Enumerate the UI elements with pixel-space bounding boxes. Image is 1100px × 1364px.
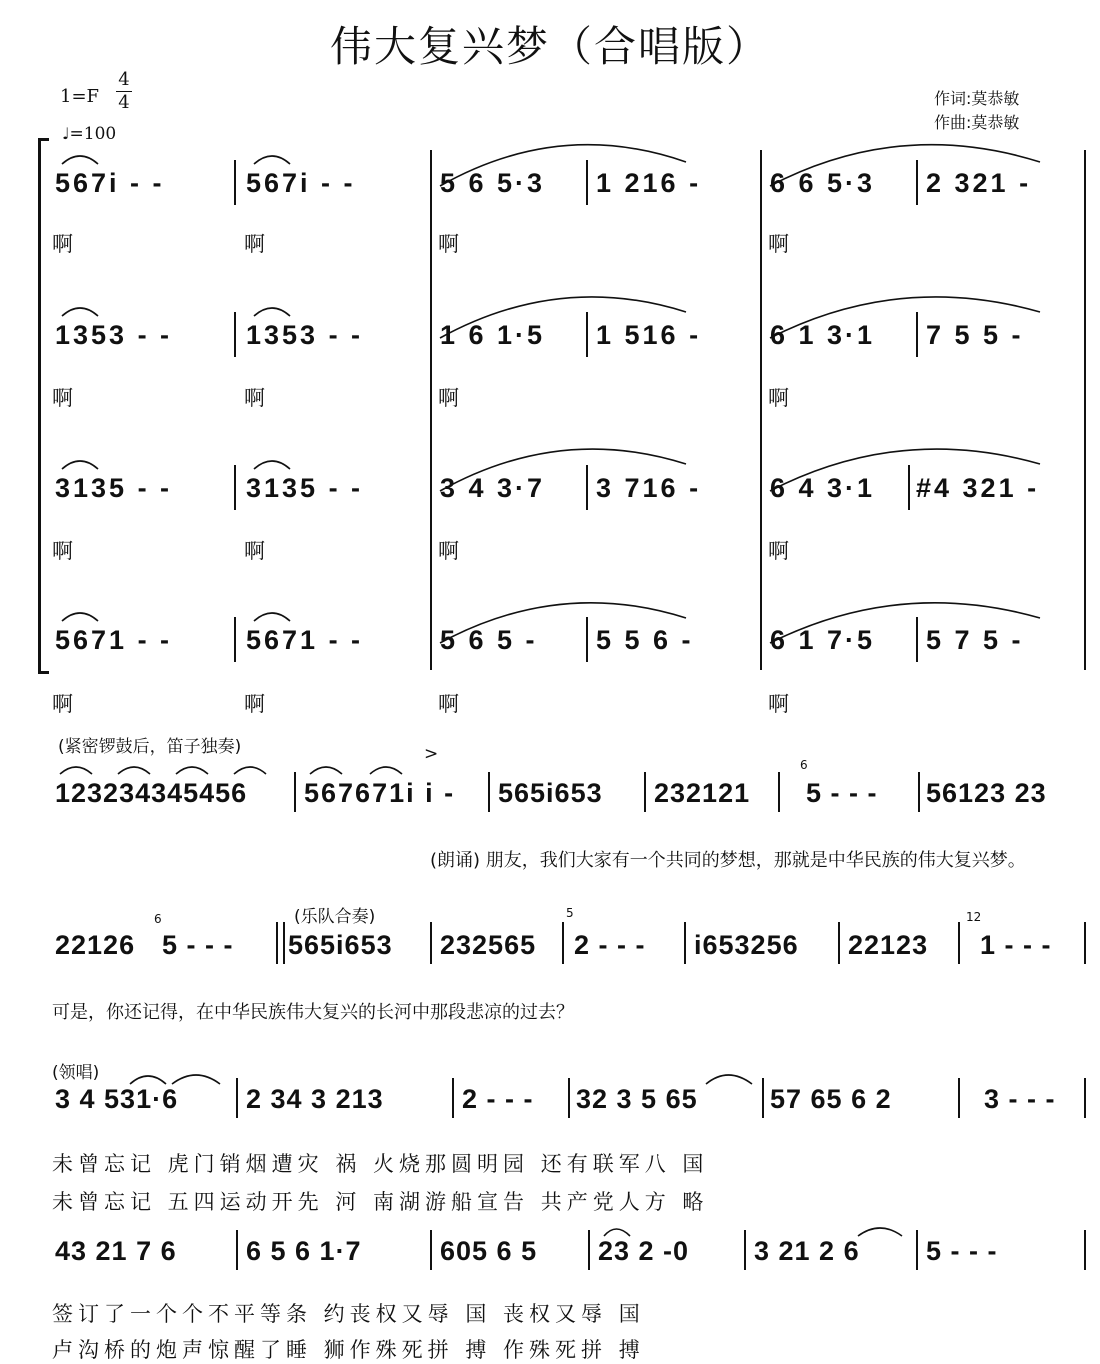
lyric: 啊 <box>438 386 462 410</box>
interlude-m1: 22126 <box>55 930 136 960</box>
lyric: 啊 <box>244 232 268 256</box>
chorus-p2-m5: 6 1 3·1 <box>770 320 876 350</box>
verse-l1-m2: 2 34 3 213 <box>246 1084 384 1114</box>
chorus-p4-m4: 5 5 6 - <box>596 625 694 655</box>
slur <box>706 1075 752 1084</box>
time-signature-bottom: 4 <box>118 92 130 113</box>
slur <box>440 297 686 338</box>
verse-l2-m1: 43 21 7 6 <box>55 1236 177 1266</box>
chorus-p2-m2: 1353 - - <box>246 320 364 350</box>
lyricist-credit: 作词:莫恭敏 <box>934 89 1020 108</box>
lyric: 啊 <box>768 232 792 256</box>
slur <box>130 1076 166 1084</box>
slur <box>858 1228 902 1236</box>
interlude-m4: 232565 <box>440 930 537 960</box>
lyrics-line-1a: 未曾忘记 虎门销烟遭灾 祸 火烧那圆明园 还有联军八 国 <box>52 1152 709 1176</box>
verse-l2-m4: 23 2 -0 <box>598 1236 690 1266</box>
grace-note: 5 <box>566 906 574 920</box>
intro-m5: 5 - - - <box>806 778 878 808</box>
triplet-arc <box>234 767 266 774</box>
lyric: 啊 <box>438 232 462 256</box>
intro-m2: 567671i i - <box>304 778 456 808</box>
intro-marking: (紧密锣鼓后，笛子独奏) <box>58 737 242 757</box>
grace-note: 6 <box>154 912 162 926</box>
lyric: 啊 <box>438 692 462 716</box>
triplet-arc <box>254 461 290 469</box>
composer-credit: 作曲:莫恭敏 <box>934 113 1020 132</box>
narration-1: (朗诵) 朋友，我们大家有一个共同的梦想，那就是中华民族的伟大复兴梦。 <box>430 850 1026 871</box>
lyric: 啊 <box>244 539 268 563</box>
triplet-arc <box>254 308 290 316</box>
lyric: 啊 <box>768 386 792 410</box>
slur <box>440 449 686 491</box>
intro-m3: 565i653 <box>498 778 603 808</box>
slur <box>604 1229 630 1236</box>
verse-l2-m3: 605 6 5 <box>440 1236 538 1266</box>
key-signature: 1=F <box>60 86 100 107</box>
grace-note: 12 <box>966 910 982 924</box>
interlude-marking: (乐队合奏) <box>294 907 376 927</box>
triplet-arc <box>60 767 92 774</box>
triplet-arc <box>254 156 290 164</box>
triplet-arc <box>62 613 98 621</box>
verse-l1-m4: 32 3 5 65 <box>576 1084 698 1114</box>
lyric: 啊 <box>52 386 76 410</box>
chorus-p1-m3: 5 6 5·3 <box>440 168 546 198</box>
triplet-arc <box>62 308 98 316</box>
chorus-p3-m2: 3135 - - <box>246 473 364 503</box>
triplet-arc <box>370 767 402 774</box>
lyric: 啊 <box>244 386 268 410</box>
intro-m1: 123234345456 <box>55 778 248 808</box>
song-title: 伟大复兴梦（合唱版） <box>329 22 770 71</box>
triplet-arc <box>62 461 98 469</box>
slur <box>172 1075 220 1084</box>
intro-m4: 232121 <box>654 778 751 808</box>
chorus-p4-m3: 5 6 5 - <box>440 625 538 655</box>
chorus-p2-m4: 1 516 - <box>596 320 702 350</box>
chorus-p2-m6: 7 5 5 - <box>926 320 1024 350</box>
verse-l1-m5: 57 65 6 2 <box>770 1084 892 1114</box>
interlude-m8: 1 - - - <box>980 930 1052 960</box>
verse-l2-m5: 3 21 2 6 <box>754 1236 860 1266</box>
quarter-note-icon: ♩ <box>62 124 70 143</box>
accent-mark: > <box>424 744 439 764</box>
narration-2: 可是，你还记得，在中华民族伟大复兴的长河中那段悲凉的过去？ <box>52 1002 574 1023</box>
time-signature-top: 4 <box>118 69 130 90</box>
interlude-m3: 565i653 <box>288 930 393 960</box>
slur <box>770 449 1040 491</box>
lyrics-line-2b: 卢沟桥的炮声惊醒了睡 狮作殊死拼 搏 作殊死拼 搏 <box>52 1338 645 1362</box>
chorus-p4-m6: 5 7 5 - <box>926 625 1024 655</box>
chorus-p3-m5: 6 4 3·1 <box>770 473 876 503</box>
verse-l1-m1: 3 4 531·6 <box>55 1084 179 1114</box>
chorus-p3-m4: 3 716 - <box>596 473 702 503</box>
chorus-p2-m3: 1 6 1·5 <box>440 320 546 350</box>
verse-l1-m3: 2 - - - <box>462 1084 534 1114</box>
slur <box>770 603 1040 643</box>
lyric: 啊 <box>244 692 268 716</box>
verse-l2-m6: 5 - - - <box>926 1236 998 1266</box>
lyric: 啊 <box>438 539 462 563</box>
triplet-arc <box>254 613 290 621</box>
slur <box>440 603 686 643</box>
chorus-p1-m2: 567i - - <box>246 168 356 198</box>
chorus-p2-m1: 1353 - - <box>55 320 173 350</box>
triplet-arc <box>62 156 98 164</box>
intro-m6: 56123 23 <box>926 778 1047 808</box>
chorus-p4-m1: 5671 - - <box>55 625 173 655</box>
chorus-p3-m1: 3135 - - <box>55 473 173 503</box>
chorus-p4-m5: 6 1 7·5 <box>770 625 876 655</box>
lyric: 啊 <box>768 692 792 716</box>
lyric: 啊 <box>52 232 76 256</box>
chorus-p1-m6: 2 321 - <box>926 168 1032 198</box>
verse-marking: (领唱) <box>52 1063 100 1083</box>
slur <box>770 297 1040 338</box>
chorus-p1-m5: 6 6 5·3 <box>770 168 876 198</box>
chorus-p3-m6: #4 321 - <box>916 473 1040 503</box>
lyrics-line-1b: 未曾忘记 五四运动开先 河 南湖游船宣告 共产党人方 略 <box>52 1190 709 1214</box>
triplet-arc <box>118 767 150 774</box>
slur <box>440 145 686 186</box>
verse-l2-m2: 6 5 6 1·7 <box>246 1236 362 1266</box>
triplet-arc <box>176 767 208 774</box>
interlude-m5: 2 - - - <box>574 930 646 960</box>
lyric: 啊 <box>52 539 76 563</box>
chorus-p4-m2: 5671 - - <box>246 625 364 655</box>
lyric: 啊 <box>768 539 792 563</box>
interlude-m2: 5 - - - <box>162 930 234 960</box>
lyric: 啊 <box>52 692 76 716</box>
slur <box>770 145 1040 186</box>
chorus-p3-m3: 3 4 3·7 <box>440 473 546 503</box>
interlude-m6: i653256 <box>694 930 799 960</box>
lyrics-line-2a: 签订了一个个不平等条 约丧权又辱 国 丧权又辱 国 <box>52 1302 645 1326</box>
chorus-p1-m4: 1 216 - <box>596 168 702 198</box>
verse-l1-m6: 3 - - - <box>984 1084 1056 1114</box>
chorus-p1-m1: 567i - - <box>55 168 165 198</box>
tempo-value: =100 <box>69 124 117 144</box>
triplet-arc <box>310 767 342 774</box>
interlude-m7: 22123 <box>848 930 929 960</box>
grace-note: 6 <box>800 758 808 772</box>
